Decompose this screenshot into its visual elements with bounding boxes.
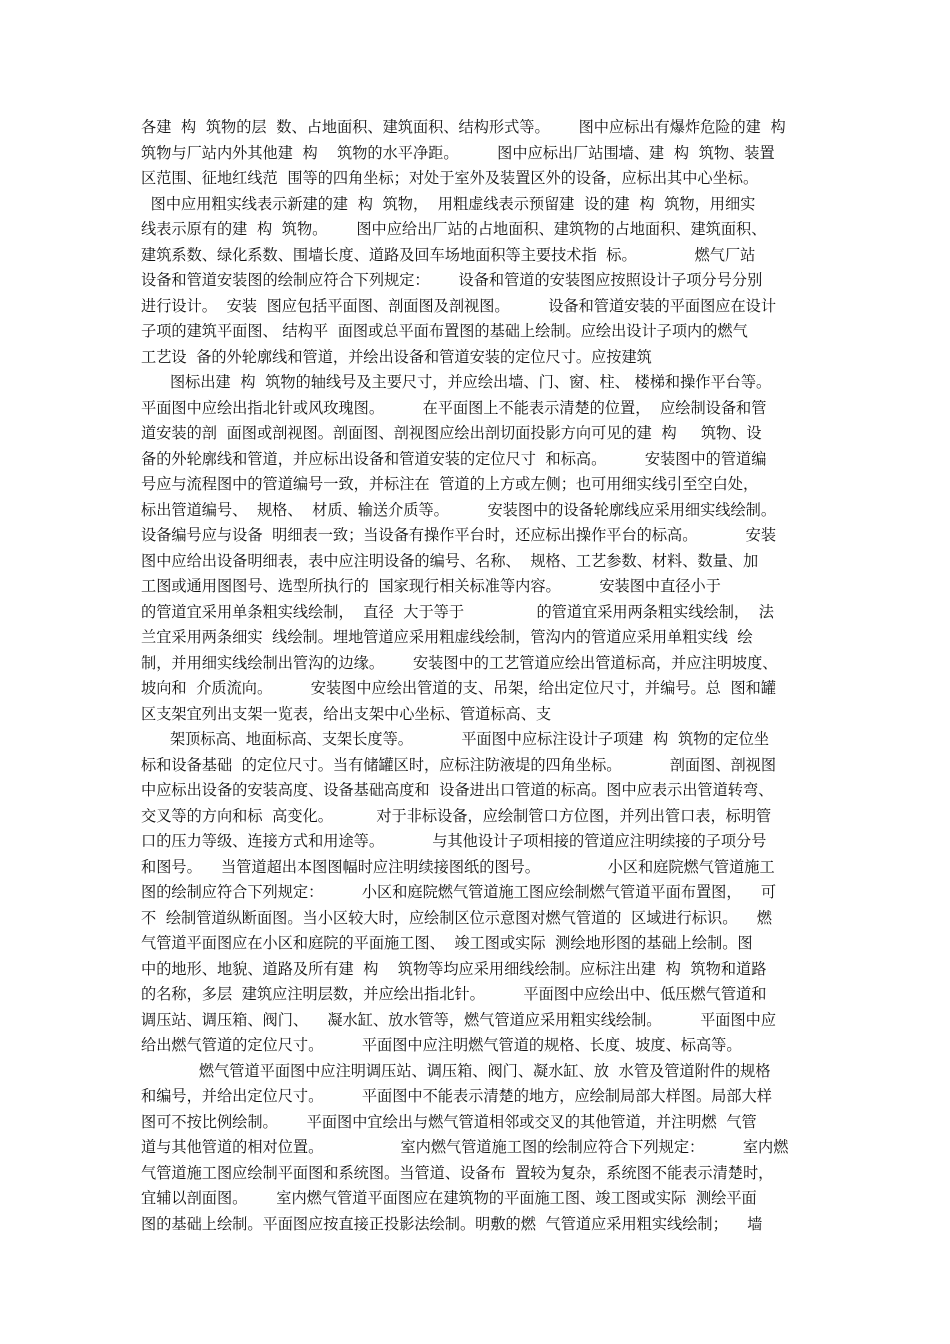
text-line: 建筑系数、绿化系数、围墙长度、道路及回车场地面积等主要技术指 标。 燃气厂站 — [141, 245, 756, 264]
text-line: 给出燃气管道的定位尺寸。 平面图中应注明燃气管道的规格、长度、坡度、标高等。 — [141, 1036, 742, 1054]
text-line: 的名称，多层 建筑应注明层数，并应绘出指北针。 平面图中应绘出中、低压燃气管道和 — [141, 985, 767, 1003]
text-line: 线表示原有的建 构 筑物。 图中应给出厂站的占地面积、建筑物的占地面积、建筑面积、 — [141, 220, 767, 238]
text-line: 中应标出设备的安装高度、设备基础高度和 设备进出口管道的标高。图中应表示出管道转弯、 — [141, 781, 774, 799]
text-line: 标和设备基础 的定位尺寸。当有储罐区时，应标注防液堤的四角坐标。 剖面图、剖视图 — [141, 755, 777, 774]
text-line: 坡向和 介质流向。 安装图中应绘出管道的支、吊架，给出定位尺寸，并编号。总 图和罐 — [141, 679, 777, 697]
text-line: 设备编号应与设备 明细表一致；当设备有操作平台时，还应标出操作平台的标高。 安装 — [141, 526, 777, 544]
text-line: 调压站、调压箱、阀门、 凝水缸、放水管等，燃气管道应采用粗实线绘制。 平面图中应 — [141, 1010, 777, 1029]
text-line: 备的外轮廓线和管道，并应标出设备和管道安装的定位尺寸 和标高。 安装图中的管道编 — [141, 449, 767, 468]
text-line: 图标出建 构 筑物的轴线号及主要尺寸，并应绘出墙、门、窗、柱、 楼梯和操作平台等。 — [141, 373, 772, 391]
text-line: 平面图中应绘出指北针或风玫瑰图。 在平面图上不能表示清楚的位置， 应绘制设备和管 — [141, 398, 767, 417]
text-line: 图中应给出设备明细表，表中应注明设备的编号、名称、 规格、工艺参数、材料、数量、加 — [141, 551, 759, 570]
text-line: 进行设计。 安装 图应包括平面图、剖面图及剖视图。 设备和管道安装的平面图应在设计 — [141, 296, 777, 315]
text-line: 区范围、征地红线范 围等的四角坐标；对处于室外及装置区外的设备，应标出其中心坐标。 — [141, 169, 759, 187]
text-line: 中的地形、地貌、道路及所有建 构 筑物等均应采用细线绘制。应标注出建 构 筑物和道路 — [141, 959, 767, 978]
document-body — [141, 115, 813, 1237]
text-line: 不 绘制管道纵断面图。当小区较大时，应绘制区位示意图对燃气管道的 区域进行标识。 燃 — [141, 908, 772, 927]
text-line: 和编号，并给出定位尺寸。 平面图中不能表示清楚的地方，应绘制局部大样图。局部大样 — [141, 1087, 772, 1105]
text-line: 图的基础上绘制。平面图应按直接正投影法绘制。明敷的燃 气管道应采用粗实线绘制； 墙 — [141, 1214, 763, 1233]
text-line: 道安装的剖 面图或剖视图。剖面图、剖视图应绘出剖切面投影方向可见的建 构 筑物、设 — [141, 424, 762, 442]
text-line: 口的压力等级、连接方式和用途等。 与其他设计子项相接的管道应注明续接的子项分号 — [141, 832, 767, 850]
text-line: 道与其他管道的相对位置。 室内燃气管道施工图的绘制应符合下列规定： 室内燃 — [141, 1138, 789, 1156]
text-line: 工图或通用图图号、选型所执行的 国家现行相关标准等内容。 安装图中直径小于 — [141, 577, 721, 595]
text-line: 设备和管道安装图的绘制应符合下列规定： 设备和管道的安装图应按照设计子项分号分别 — [141, 271, 763, 289]
text-line: 燃气管道平面图中应注明调压站、调压箱、阀门、凝水缸、放 水管及管道附件的规格 — [141, 1061, 771, 1080]
text-line: 筑物与厂站内外其他建 构 筑物的水平净距。 图中应标出厂站围墙、建 构 筑物、装置 — [141, 143, 775, 162]
text-line: 子项的建筑平面图、 结构平 面图或总平面布置图的基础上绘制。应绘出设计子项内的燃气 — [141, 322, 748, 340]
text-line: 图可不按比例绘制。 平面图中宜绘出与燃气管道相邻或交叉的其他管道，并注明燃 气管 — [141, 1112, 757, 1131]
text-line: 各建 构 筑物的层 数、占地面积、建筑面积、结构形式等。 图中应标出有爆炸危险的建 构 — [141, 118, 786, 136]
text-line: 图中应用粗实线表示新建的建 构 筑物， 用粗虚线表示预留建 设的建 构 筑物，用细实 — [141, 194, 756, 213]
text-line: 和图号。 当管道超出本图图幅时应注明续接图纸的图号。 小区和庭院燃气管道施工 — [141, 857, 775, 876]
text-line: 交叉等的方向和标 高变化。 对于非标设备，应绘制管口方位图，并列出管口表，标明管 — [141, 806, 772, 825]
text-line: 宜辅以剖面图。 室内燃气管道平面图应在建筑物的平面施工图、竣工图或实际 测绘平面 — [141, 1189, 757, 1207]
text-line: 工艺设 备的外轮廓线和管道，并绘出设备和管道安装的定位尺寸。应按建筑 — [141, 347, 652, 366]
text-line: 气管道平面图应在小区和庭院的平面施工图、 竣工图或实际 测绘地形图的基础上绘制。图 — [141, 934, 753, 952]
text-line: 兰宜采用两条细实 线绘制。埋地管道应采用粗虚线绘制，管沟内的管道应采用单粗实线 绘 — [141, 628, 753, 646]
text-line: 区支架宜列出支架一览表，给出支架中心坐标、管道标高、支 — [141, 704, 552, 723]
text-line: 架顶标高、地面标高、支架长度等。 平面图中应标注设计子项建 构 筑物的定位坐 — [141, 730, 770, 748]
text-line: 号应与流程图中的管道编号一致，并标注在 管道的上方或左侧；也可用细实线引至空白处， — [141, 475, 759, 493]
text-line: 图的绘制应符合下列规定： 小区和庭院燃气管道施工图应绘制燃气管道平面布置图， 可 — [141, 883, 777, 901]
text-line: 制，并用细实线绘制出管沟的边缘。 安装图中的工艺管道应绘出管道标高，并应注明坡度、 — [141, 653, 778, 672]
text-line: 的管道宜采用单条粗实线绘制， 直径 大于等于 的管道宜采用两条粗实线绘制， 法 — [141, 602, 774, 621]
text-line: 标出管道编号、 规格、 材质、输送介质等。 安装图中的设备轮廓线应采用细实线绘制。 — [141, 500, 777, 519]
text-line: 气管道施工图应绘制平面图和系统图。当管道、设备布 置较为复杂，系统图不能表示清楚时， — [141, 1163, 774, 1182]
